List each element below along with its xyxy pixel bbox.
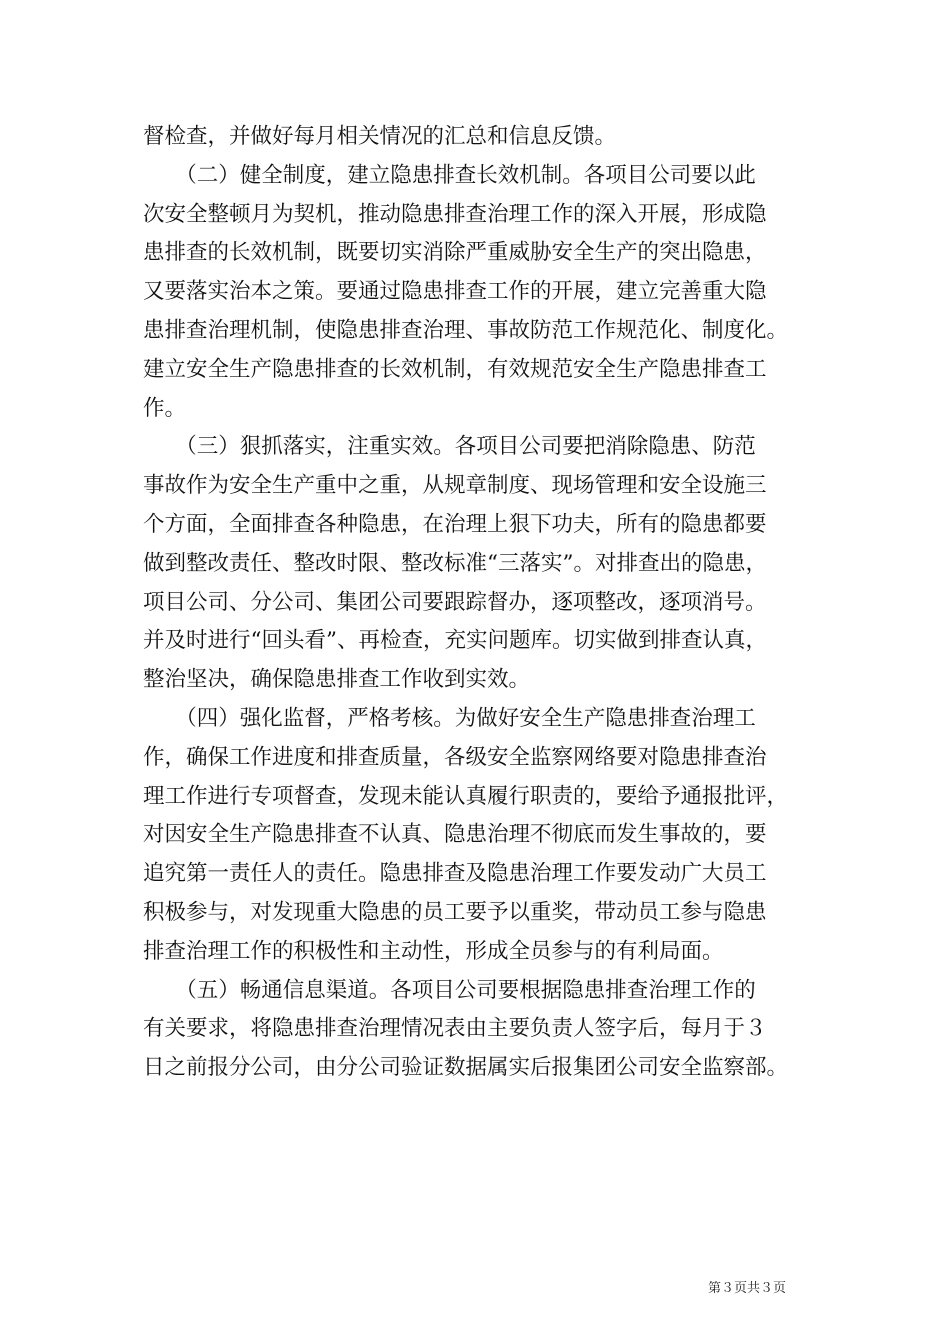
text-line: 项目公司、分公司、集团公司要跟踪督办，逐项整改，逐项消号。 xyxy=(143,589,767,615)
text-line: 个方面，全面排查各种隐患，在治理上狠下功夫，所有的隐患都要 xyxy=(143,511,767,537)
text-line: （五）畅通信息渠道。各项目公司要根据隐患排查治理工作的 xyxy=(143,977,756,1003)
text-line: 督检查，并做好每月相关情况的汇总和信息反馈。 xyxy=(143,124,617,149)
page-number-footer: 第３页共３页 xyxy=(708,1281,787,1296)
text-line: （四）强化监督，严格考核。为做好安全生产隐患排查治理工 xyxy=(143,705,756,731)
text-line: 患排查的长效机制，既要切实消除严重威胁安全生产的突出隐患， xyxy=(143,240,767,266)
text-line: 理工作进行专项督查，发现未能认真履行职责的，要给予通报批评， xyxy=(143,783,789,809)
text-line: 积极参与，对发现重大隐患的员工要予以重奖，带动员工参与隐患 xyxy=(143,899,767,925)
text-line: 追究第一责任人的责任。隐患排查及隐患治理工作要发动广大员工 xyxy=(143,861,767,887)
text-line: 排查治理工作的积极性和主动性，形成全员参与的有利局面。 xyxy=(143,938,724,964)
text-line: （三）狠抓落实，注重实效。各项目公司要把消除隐患、防范 xyxy=(143,434,756,460)
text-line: 事故作为安全生产重中之重，从规章制度、现场管理和安全设施三 xyxy=(143,473,767,499)
text-line: 患排查治理机制，使隐患排查治理、事故防范工作规范化、制度化。 xyxy=(143,317,789,343)
text-line: 有关要求，将隐患排查治理情况表由主要负责人签字后，每月于３ xyxy=(143,1016,767,1042)
text-line: （二）健全制度，建立隐患排查长效机制。各项目公司要以此 xyxy=(143,162,756,188)
text-line: 作。 xyxy=(143,395,187,421)
text-line: 日之前报分公司，由分公司验证数据属实后报集团公司安全监察部。 xyxy=(143,1055,789,1081)
body-text xyxy=(143,118,823,1088)
text-line: 作，确保工作进度和排查质量，各级安全监察网络要对隐患排查治 xyxy=(143,744,767,770)
text-line: 建立安全生产隐患排查的长效机制，有效规范安全生产隐患排查工 xyxy=(143,356,767,382)
text-line: 次安全整顿月为契机，推动隐患排查治理工作的深入开展，形成隐 xyxy=(143,201,767,227)
text-line: 对因安全生产隐患排查不认真、隐患治理不彻底而发生事故的，要 xyxy=(143,822,767,848)
text-line: 整治坚决，确保隐患排查工作收到实效。 xyxy=(143,667,531,693)
text-line: 并及时进行“回头看”、再检查，充实问题库。切实做到排查认真， xyxy=(143,628,767,654)
text-line: 做到整改责任、整改时限、整改标准“三落实”。对排查出的隐患， xyxy=(143,550,767,576)
text-line: 又要落实治本之策。要通过隐患排查工作的开展，建立完善重大隐 xyxy=(143,279,767,305)
